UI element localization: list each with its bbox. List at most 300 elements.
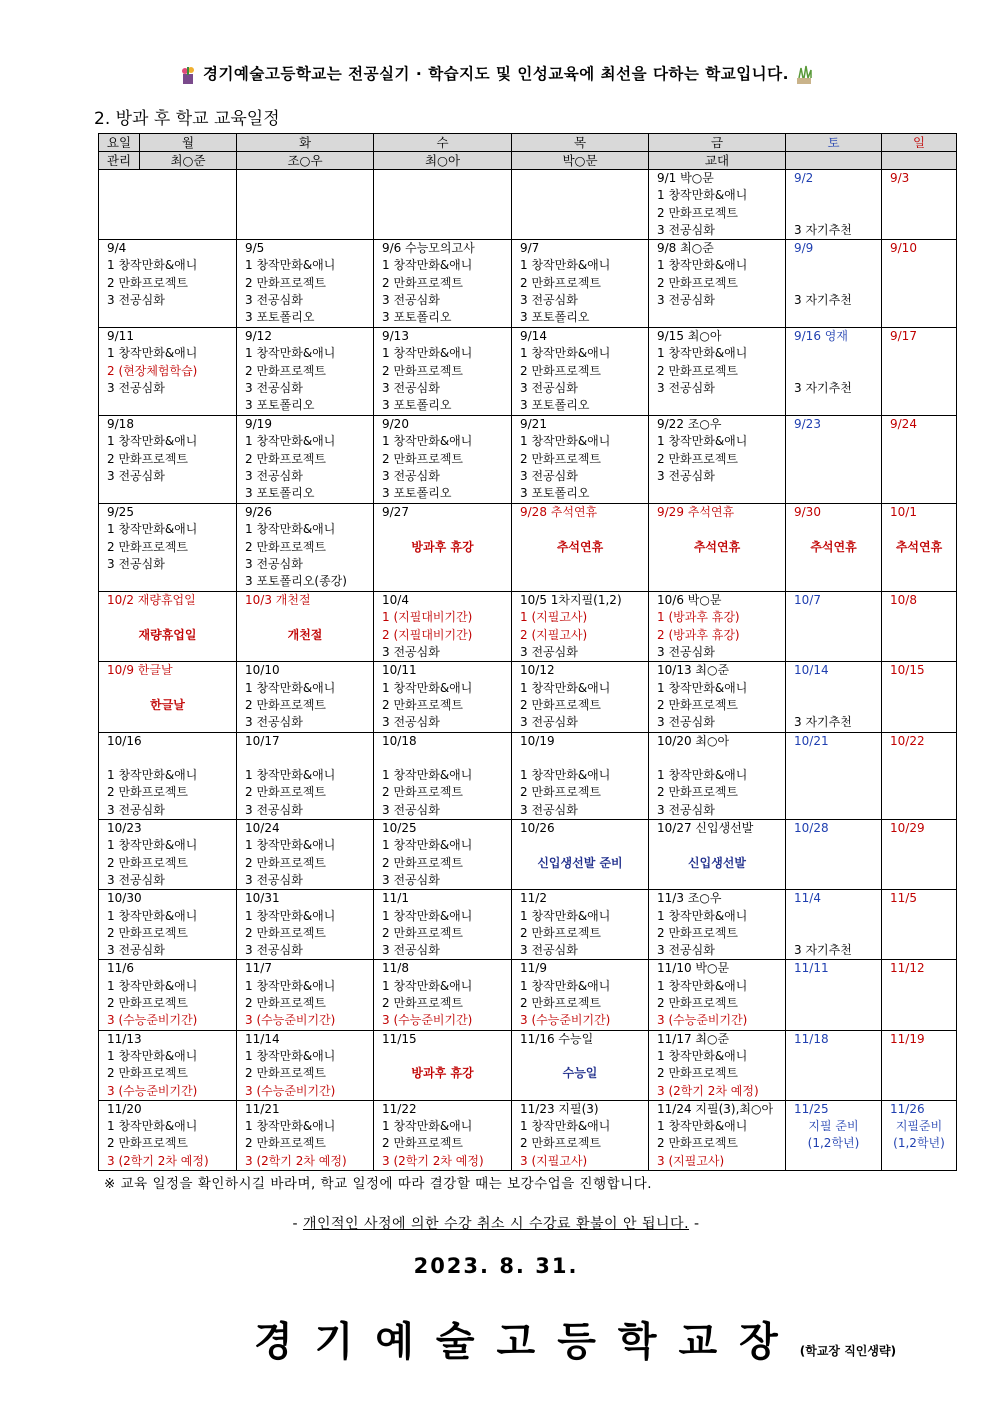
cell-line: 3 전공심화 <box>245 872 303 887</box>
cell-line: 3 전공심화 <box>382 872 440 887</box>
cell-line: 3 (수능준비기간) <box>520 1013 611 1028</box>
cell-line: 3 전공심화 <box>657 469 715 484</box>
day-cell-thu <box>512 1030 649 1100</box>
cell-date: 11/5 <box>890 891 917 906</box>
cell-line: 1 창작만화&애니 <box>657 258 748 273</box>
cell-date: 9/30 <box>794 505 821 520</box>
manager-mon <box>99 152 237 170</box>
cell-date: 11/9 <box>520 961 547 976</box>
week-row <box>99 328 957 416</box>
cell-line: 신입생선발 준비 <box>537 855 623 870</box>
cell-line: 지필 준비 <box>808 1119 859 1134</box>
cell-line: 2 만화프로젝트 <box>657 275 739 290</box>
cell-line: 2 만화프로젝트 <box>382 925 464 940</box>
cell-date: 11/23 지필(3) <box>520 1101 599 1116</box>
cell-line: 1 창작만화&애니 <box>657 908 748 923</box>
day-cell-thu <box>512 592 649 662</box>
cell-line: 2 만화프로젝트 <box>520 697 602 712</box>
cell-line: 3 (2학기 2차 예정) <box>382 1153 484 1168</box>
cell-line: 3 전공심화 <box>382 715 440 730</box>
day-cell-fri <box>649 820 786 890</box>
flower-pot-icon <box>177 65 199 85</box>
cell-date: 11/16 수능일 <box>520 1031 594 1046</box>
day-cell-sun <box>882 240 957 328</box>
cell-line: 2 만화프로젝트 <box>520 785 602 800</box>
cell-line: 2 만화프로젝트 <box>520 1136 602 1151</box>
cell-line: (1,2학년) <box>807 1136 860 1151</box>
stamp-note: (학교장 직인생략) <box>799 1344 897 1358</box>
cell-line: 3 포토폴리오 <box>382 310 452 325</box>
cell-line: 3 포토폴리오 <box>245 398 315 413</box>
cell-line: 3 (2학기 2차 예정) <box>107 1153 209 1168</box>
cell-date: 11/13 <box>107 1031 142 1046</box>
cell-line: 1 창작만화&애니 <box>520 978 611 993</box>
day-cell-mon <box>99 1030 237 1100</box>
cell-line: 3 전공심화 <box>107 802 165 817</box>
day-cell-sun <box>882 1100 957 1170</box>
day-cell-fri <box>649 662 786 732</box>
cell-line: 3 (수능준비기간) <box>107 1083 198 1098</box>
cell-date: 11/7 <box>245 961 272 976</box>
day-cell-thu <box>512 1100 649 1170</box>
cell-line: 방과후 휴강 <box>411 1066 474 1081</box>
cell-date: 10/2 재량휴업일 <box>107 593 196 608</box>
cell-date: 10/30 <box>107 891 142 906</box>
manager-row <box>99 152 957 170</box>
cell-date: 9/3 <box>890 171 910 185</box>
cell-date: 10/10 <box>245 663 280 678</box>
cell-line: 3 전공심화 <box>382 645 440 660</box>
cell-line: 3 전공심화 <box>520 293 578 308</box>
cell-date: 9/19 <box>245 417 272 432</box>
cell-line: 1 창작만화&애니 <box>245 978 336 993</box>
cell-line: 2 만화프로젝트 <box>657 785 739 800</box>
cell-line: 3 전공심화 <box>657 293 715 308</box>
cell-line: 1 창작만화&애니 <box>245 838 336 853</box>
cell-line: 3 전공심화 <box>245 943 303 958</box>
cell-line <box>657 837 785 854</box>
cell-date: 10/3 개천절 <box>245 593 311 608</box>
cell-line: 1 창작만화&애니 <box>382 680 473 695</box>
day-cell-sun <box>882 820 957 890</box>
day-cell-fri <box>649 328 786 416</box>
day-header-mon <box>99 134 237 152</box>
day-header-sat: 토 <box>786 134 882 152</box>
cell-line: 3 전공심화 <box>245 381 303 396</box>
cell-line: 3 전공심화 <box>657 943 715 958</box>
cell-line: 3 전공심화 <box>520 943 578 958</box>
cell-line: 1 창작만화&애니 <box>520 258 611 273</box>
cell-date: 9/11 <box>107 329 134 344</box>
day-cell-sun <box>882 890 957 960</box>
cell-line <box>794 187 881 204</box>
day-cell-sat <box>786 504 882 592</box>
day-cell-mon <box>99 240 237 328</box>
cell-line <box>794 680 881 697</box>
cell-date: 10/27 신입생선발 <box>657 821 754 836</box>
cell-line: 3 (수능준비기간) <box>245 1013 336 1028</box>
day-cell-fri <box>649 504 786 592</box>
cell-line: 추석연휴 <box>895 539 943 554</box>
cell-line: 3 전공심화 <box>107 557 165 572</box>
day-cell-mon <box>99 170 237 240</box>
cell-line: 추석연휴 <box>693 539 741 554</box>
day-header-thu: 목 <box>512 134 649 152</box>
week-row <box>99 890 957 960</box>
cell-date: 10/18 <box>382 733 417 748</box>
cell-date: 10/8 <box>890 593 917 608</box>
cell-line <box>382 1048 511 1065</box>
cell-line: 3 전공심화 <box>245 469 303 484</box>
cell-date: 9/9 <box>794 241 814 256</box>
cell-date: 11/1 <box>382 891 409 906</box>
cell-line <box>794 345 881 362</box>
schedule-table <box>98 133 957 1171</box>
cell-line: 1 창작만화&애니 <box>245 1119 336 1134</box>
day-cell-sun <box>882 960 957 1030</box>
cell-line: 1 창작만화&애니 <box>657 1048 748 1063</box>
cell-date: 10/24 <box>245 821 280 836</box>
day-cell-mon <box>99 960 237 1030</box>
cell-line: 2 만화프로젝트 <box>382 275 464 290</box>
cell-line: 3 (수능준비기간) <box>657 1013 748 1028</box>
cell-line: 1 창작만화&애니 <box>245 346 336 361</box>
cell-line: 3 전공심화 <box>657 222 715 237</box>
cell-date: 10/16 <box>107 733 142 748</box>
cell-line: 3 자기추천 <box>794 293 852 308</box>
cell-line: 3 전공심화 <box>245 802 303 817</box>
day-cell-mon <box>99 732 237 819</box>
day-cell-fri <box>649 1030 786 1100</box>
cell-date: 9/27 <box>382 505 409 520</box>
cell-line: 3 전공심화 <box>107 872 165 887</box>
day-cell-thu <box>512 504 649 592</box>
cell-line: 3 전공심화 <box>520 802 578 817</box>
cell-line: 3 (수능준비기간) <box>382 1013 473 1028</box>
cell-line: 1 창작만화&애니 <box>107 838 198 853</box>
cell-date: 10/13 최○준 <box>657 663 730 678</box>
cell-line: 수능일 <box>562 1066 598 1081</box>
cell-line: 3 포토폴리오 <box>245 486 315 501</box>
cell-line: 2 만화프로젝트 <box>657 996 739 1011</box>
week-row <box>99 820 957 890</box>
cell-line: 1 창작만화&애니 <box>382 768 473 783</box>
cell-line: 개천절 <box>287 627 323 642</box>
day-cell-thu <box>512 732 649 819</box>
cell-date: 10/14 <box>794 663 829 678</box>
cell-line: 3 포토폴리오 <box>520 310 590 325</box>
cell-line: 3 전공심화 <box>657 802 715 817</box>
week-row <box>99 1100 957 1170</box>
day-cell-wed <box>374 504 512 592</box>
cell-line: 3 전공심화 <box>107 943 165 958</box>
cell-line: 1 창작만화&애니 <box>245 908 336 923</box>
cell-date: 11/20 <box>107 1101 142 1116</box>
cell-line: 3 전공심화 <box>520 645 578 660</box>
cell-line: 1 창작만화&애니 <box>107 1119 198 1134</box>
day-cell-fri <box>649 240 786 328</box>
week-row <box>99 170 957 240</box>
cell-date: 11/15 <box>382 1031 417 1046</box>
cell-line <box>794 363 881 380</box>
cell-line: 2 만화프로젝트 <box>245 855 327 870</box>
cell-date: 11/26 <box>890 1101 925 1116</box>
cell-line: 1 창작만화&애니 <box>520 346 611 361</box>
day-cell-mon <box>99 820 237 890</box>
cell-line: 1 창작만화&애니 <box>382 258 473 273</box>
cell-line: 1 창작만화&애니 <box>657 680 748 695</box>
day-cell-sat <box>786 820 882 890</box>
cell-line: 2 만화프로젝트 <box>657 363 739 378</box>
cell-line: 3 자기추천 <box>794 943 852 958</box>
cell-line: 1 창작만화&애니 <box>382 908 473 923</box>
day-cell-tue <box>237 1030 374 1100</box>
cell-line: 3 전공심화 <box>382 381 440 396</box>
cell-line: 추석연휴 <box>810 539 857 554</box>
cell-date: 11/11 <box>794 961 829 976</box>
cell-line: 3 전공심화 <box>657 645 715 660</box>
cell-line: 2 만화프로젝트 <box>107 539 189 554</box>
day-cell-wed <box>374 732 512 819</box>
cell-line: 3 전공심화 <box>657 715 715 730</box>
cell-line: 1 (지필고사) <box>520 610 588 625</box>
cell-line <box>107 680 236 697</box>
cell-date: 9/1 박○문 <box>657 171 714 185</box>
cell-date: 10/15 <box>890 663 925 678</box>
cell-line: 2 (방과후 휴강) <box>657 627 740 642</box>
cell-line: 방과후 휴강 <box>411 539 474 554</box>
cell-line: 한글날 <box>150 697 185 712</box>
cell-line: 2 만화프로젝트 <box>245 1066 327 1081</box>
cell-line: 3 포토폴리오 <box>382 398 452 413</box>
cell-line: 3 (지필고사) <box>657 1153 725 1168</box>
cell-date: 9/28 추석연휴 <box>520 505 598 520</box>
cell-line: 3 전공심화 <box>107 293 165 308</box>
cell-line: 3 포토폴리오 <box>520 486 590 501</box>
cell-line: 2 만화프로젝트 <box>382 697 464 712</box>
day-cell-sun <box>882 170 957 240</box>
manager-thu: 박○문 <box>512 152 649 170</box>
cell-date: 9/13 <box>382 329 409 344</box>
cell-date: 9/26 <box>245 505 272 520</box>
cell-date: 10/7 <box>794 593 821 608</box>
day-cell-wed <box>374 960 512 1030</box>
cell-date: 11/2 <box>520 891 547 906</box>
cell-line <box>794 521 881 538</box>
cell-line: 2 (현장체험학습) <box>107 363 198 378</box>
cell-line: 3 (2학기 2차 예정) <box>657 1083 759 1098</box>
day-cell-fri <box>649 960 786 1030</box>
cell-line <box>520 750 648 767</box>
day-label: 요일 <box>99 134 140 151</box>
day-cell-wed <box>374 662 512 732</box>
cell-line: 1 (방과후 휴강) <box>657 610 740 625</box>
cell-date: 11/19 <box>890 1031 925 1046</box>
cell-date: 9/21 <box>520 417 547 432</box>
cell-line: 1 창작만화&애니 <box>107 1048 198 1063</box>
cell-line: 1 창작만화&애니 <box>520 908 611 923</box>
cell-line: 2 만화프로젝트 <box>382 363 464 378</box>
manager-sat <box>786 152 882 170</box>
cell-line: 1 창작만화&애니 <box>245 522 336 537</box>
cell-line: 2 만화프로젝트 <box>107 996 189 1011</box>
cell-date: 9/17 <box>890 329 917 344</box>
day-header-sun: 일 <box>882 134 957 152</box>
header-banner <box>0 62 992 85</box>
cell-line: 2 만화프로젝트 <box>382 996 464 1011</box>
day-cell-sun <box>882 416 957 504</box>
cell-date: 10/9 한글날 <box>107 663 173 678</box>
cell-date: 11/24 지필(3),최○아 <box>657 1101 774 1116</box>
cell-date: 10/17 <box>245 733 280 748</box>
day-cell-sat <box>786 240 882 328</box>
cell-line: 2 만화프로젝트 <box>107 1066 189 1081</box>
cell-date: 9/16 영재 <box>794 329 848 344</box>
cell-line: 1 창작만화&애니 <box>382 978 473 993</box>
cell-line: 3 (2학기 2차 예정) <box>245 1153 347 1168</box>
day-cell-tue <box>237 662 374 732</box>
day-cell-sat <box>786 890 882 960</box>
cell-line <box>107 609 236 626</box>
cell-line: 3 포토폴리오 <box>382 486 452 501</box>
cell-line: 1 창작만화&애니 <box>382 346 473 361</box>
week-row <box>99 592 957 662</box>
day-cell-sat <box>786 960 882 1030</box>
cell-line: 1 창작만화&애니 <box>520 434 611 449</box>
cell-line: 2 만화프로젝트 <box>107 1136 189 1151</box>
cell-date: 9/15 최○아 <box>657 329 722 344</box>
cell-date: 11/22 <box>382 1101 417 1116</box>
cell-line <box>245 750 373 767</box>
cell-date: 10/5 1차지필(1,2) <box>520 593 622 608</box>
day-cell-thu <box>512 890 649 960</box>
principal-title: 경기예술고등학교장 <box>254 1319 800 1365</box>
cell-line: 3 자기추천 <box>794 715 852 730</box>
cell-line: 1 창작만화&애니 <box>382 838 473 853</box>
banner-text: 경기예술고등학교는 전공실기 · 학습지도 및 인성교육에 최선을 다하는 학교입니다. <box>202 65 790 83</box>
cell-line: 2 만화프로젝트 <box>657 451 739 466</box>
cell-line: 3 전공심화 <box>520 469 578 484</box>
day-mon: 월 <box>181 135 195 150</box>
day-cell-fri <box>649 416 786 504</box>
cell-line <box>107 750 236 767</box>
cell-line: 2 만화프로젝트 <box>657 697 739 712</box>
cell-line: 신입생선발 <box>688 855 746 870</box>
manager-tue: 조○우 <box>237 152 374 170</box>
day-cell-wed <box>374 890 512 960</box>
cell-line: 1 창작만화&애니 <box>245 768 336 783</box>
cell-line: 지필준비 <box>895 1119 943 1134</box>
section-title: 2. 방과 후 학교 교육일정 <box>94 109 280 129</box>
cell-line: 3 전공심화 <box>382 802 440 817</box>
day-cell-fri <box>649 1100 786 1170</box>
cell-line: 2 만화프로젝트 <box>520 275 602 290</box>
day-cell-wed <box>374 240 512 328</box>
cell-date: 11/14 <box>245 1031 280 1046</box>
day-cell-tue <box>237 732 374 819</box>
cell-line: 1 창작만화&애니 <box>657 978 748 993</box>
day-cell-wed <box>374 170 512 240</box>
day-cell-mon <box>99 592 237 662</box>
day-cell-tue <box>237 592 374 662</box>
cell-line: 1 창작만화&애니 <box>107 908 198 923</box>
cell-line: 3 (수능준비기간) <box>245 1083 336 1098</box>
cell-line <box>657 521 785 538</box>
day-header-wed: 수 <box>374 134 512 152</box>
cell-line: 2 (지필고사) <box>520 627 588 642</box>
cell-line: 2 만화프로젝트 <box>382 1136 464 1151</box>
cell-date: 9/5 <box>245 241 265 256</box>
day-cell-fri <box>649 170 786 240</box>
day-cell-sat <box>786 662 882 732</box>
week-row <box>99 416 957 504</box>
day-cell-tue <box>237 1100 374 1170</box>
cell-date: 10/22 <box>890 733 925 748</box>
cell-line <box>890 521 956 538</box>
cell-line: 1 창작만화&애니 <box>657 768 748 783</box>
cell-date: 9/29 추석연휴 <box>657 505 735 520</box>
cell-line: 3 전공심화 <box>382 943 440 958</box>
refund-warning-text: 개인적인 사정에 의한 수강 취소 시 수강료 환불이 안 됩니다. <box>302 1216 690 1232</box>
week-row <box>99 1030 957 1100</box>
cell-date: 10/20 최○아 <box>657 733 730 748</box>
week-row <box>99 504 957 592</box>
cell-line <box>794 697 881 714</box>
day-cell-wed <box>374 416 512 504</box>
cell-line: 2 만화프로젝트 <box>657 205 739 220</box>
cell-line: 2 만화프로젝트 <box>245 925 327 940</box>
cell-date: 9/25 <box>107 505 134 520</box>
cell-line: 3 자기추천 <box>794 222 852 237</box>
day-cell-sat <box>786 732 882 819</box>
cell-line: 2 만화프로젝트 <box>245 363 327 378</box>
cell-date: 11/3 조○우 <box>657 891 722 906</box>
cell-date: 9/6 수능모의고사 <box>382 241 475 256</box>
cell-line: 3 전공심화 <box>245 293 303 308</box>
cell-line: 3 전공심화 <box>245 557 303 572</box>
cell-date: 10/25 <box>382 821 417 836</box>
cell-line: 1 창작만화&애니 <box>107 522 198 537</box>
day-cell-fri <box>649 592 786 662</box>
cell-line: 재량휴업일 <box>138 627 197 642</box>
cell-line: 3 (수능준비기간) <box>107 1013 198 1028</box>
cell-line: 2 만화프로젝트 <box>245 1136 327 1151</box>
cell-date: 9/24 <box>890 417 917 432</box>
cell-line: 1 창작만화&애니 <box>245 258 336 273</box>
cell-line <box>520 521 648 538</box>
day-cell-tue <box>237 328 374 416</box>
day-header-row <box>99 134 957 152</box>
cell-line: 2 만화프로젝트 <box>382 855 464 870</box>
day-cell-mon <box>99 662 237 732</box>
cell-date: 9/4 <box>107 241 127 256</box>
cell-date: 9/22 조○우 <box>657 417 722 432</box>
week-row <box>99 960 957 1030</box>
cell-line: 1 창작만화&애니 <box>245 434 336 449</box>
cell-line: 3 포토폴리오(종강) <box>245 574 347 589</box>
cell-line: 2 만화프로젝트 <box>520 996 602 1011</box>
week-row <box>99 732 957 819</box>
plant-icon <box>793 65 815 85</box>
manager-sun <box>882 152 957 170</box>
cell-date: 10/29 <box>890 821 925 836</box>
day-cell-mon <box>99 328 237 416</box>
cell-line: 1 창작만화&애니 <box>107 978 198 993</box>
cell-date: 10/21 <box>794 733 829 748</box>
cell-line: 1 창작만화&애니 <box>382 434 473 449</box>
cell-line: 1 (지필대비기간) <box>382 610 473 625</box>
cell-line <box>520 837 648 854</box>
